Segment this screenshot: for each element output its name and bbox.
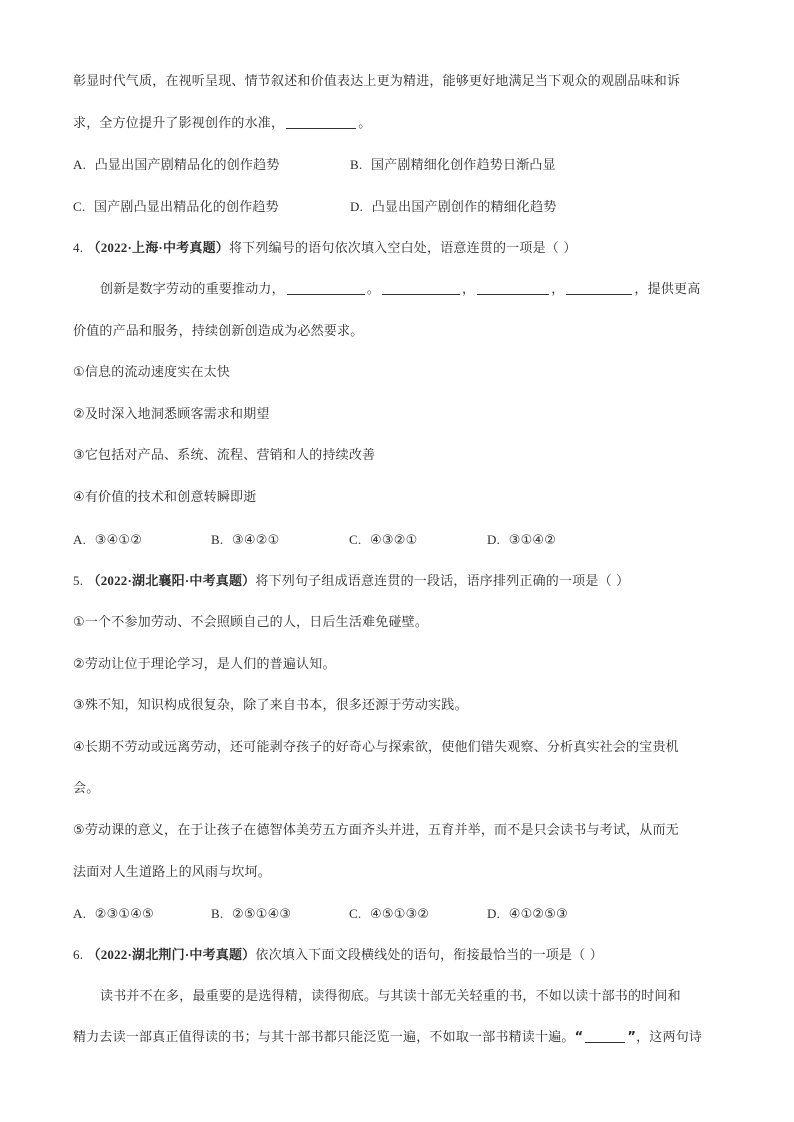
q5-item-5-line-1: ⑤劳动课的意义，在于让孩子在德智体美劳五方面齐头并进，五育并举，而不是只会读书与考试，从而无 [73, 823, 679, 838]
q3-option-b[interactable]: B. 国产剧精细化创作趋势日渐凸显 [350, 157, 556, 173]
answer-blank[interactable] [286, 115, 356, 129]
q6-paragraph-line-1: 读书并不在多，最重要的是选得精，读得彻底。与其读十部无关轻重的书，不如以读十部书的时间和 [100, 989, 681, 1004]
q4-item-1: ①信息的流动速度实在太快 [73, 365, 231, 380]
q5-item-2: ②劳动让位于理论学习，是人们的普遍认知。 [73, 657, 336, 672]
q5-option-b[interactable]: B. ②⑤①④③ [211, 906, 292, 922]
intro-text-2: 求，全方位提升了影视创作的水准， [73, 116, 285, 131]
intro-text-1: 彰显时代气质，在视听呈现、情节叙述和价值表达上更为精进，能够更好地满足当下观众的观剧品味和诉 [73, 74, 681, 89]
q4-item-3: ③它包括对产品、系统、流程、营销和人的持续改善 [73, 448, 376, 463]
q5-item-4-line-1: ④长期不劳动或远离劳动，还可能剥夺孩子的好奇心与探索欲，使他们错失观察、分析真实社会的宝贵机 [73, 740, 679, 755]
q4-blank-2[interactable] [382, 281, 460, 295]
q4-source: （2022·上海·中考真题） [87, 240, 229, 255]
q5-stem: 将下列句子组成语意连贯的一段话，语序排列正确的一项是（ ） [255, 574, 630, 589]
q4-blank-1[interactable] [287, 281, 365, 295]
q6-header [73, 945, 734, 966]
q4-blank-3[interactable] [477, 281, 549, 295]
q6-paragraph-line-2: 精力去读一部真正值得读的书；与其十部书都只能泛览一遍，不如取一部书精读十遍。“ ”，这两句诗 [73, 1030, 703, 1045]
q5-option-a[interactable]: A. ②③①④⑤ [73, 906, 154, 922]
q3-option-d[interactable]: D. 凸显出国产剧创作的精细化趋势 [350, 199, 557, 215]
intro-text-2-end: 。 [358, 116, 372, 131]
q4-paragraph-line-2: 价值的产品和服务，持续创新创造成为必然要求。 [73, 324, 364, 339]
q6-blank[interactable] [585, 1029, 625, 1043]
q5-option-d[interactable]: D. ④①②⑤③ [487, 906, 568, 922]
q4-blank-4[interactable] [566, 281, 632, 295]
q5-option-c[interactable]: C. ④⑤①③② [349, 906, 430, 922]
q4-header [73, 238, 734, 259]
q3-option-a[interactable]: A. 凸显出国产剧精品化的创作趋势 [73, 157, 280, 173]
q5-item-4-line-2: 会。 [73, 781, 100, 796]
q4-stem: 将下列编号的语句依次填入空白处，语意连贯的一项是（ ） [228, 241, 577, 256]
q6-source: （2022·湖北荆门·中考真题） [87, 947, 256, 962]
q4-item-2: ②及时深入地洞悉顾客需求和期望 [73, 407, 270, 422]
q5-item-3: ③殊不知，知识构成很复杂，除了来自书本，很多还源于劳动实践。 [73, 698, 468, 713]
q3-option-c[interactable]: C. 国产剧凸显出精品化的创作趋势 [73, 199, 279, 215]
q4-option-a[interactable]: A. ③④①② [73, 532, 143, 548]
intro-line-2 [73, 114, 734, 134]
q5-item-1: ①一个不参加劳动、不会照顾自己的人，日后生活难免碰壁。 [73, 615, 429, 630]
q6-number: 6. [73, 947, 84, 962]
q4-option-d[interactable]: D. ③①④② [487, 532, 557, 548]
q4-option-c[interactable]: C. ④③②① [349, 532, 418, 548]
q4-number: 4. [73, 240, 84, 255]
q4-item-4: ④有价值的技术和创意转瞬即逝 [73, 490, 257, 505]
q4-paragraph-line-1: 创新是数字劳动的重要推动力， 。 ， ， ，提供更高 [100, 282, 701, 297]
intro-line-1 [73, 72, 734, 92]
q5-item-5-line-2: 法面对人生道路上的风雨与坎坷。 [73, 865, 272, 880]
q6-stem: 依次填入下面文段横线处的语句，衔接最恰当的一项是（ ） [255, 948, 603, 963]
q4-option-b[interactable]: B. ③④②① [211, 532, 280, 548]
q5-source: （2022·湖北襄阳·中考真题） [87, 573, 256, 588]
q5-header [73, 571, 734, 592]
q5-number: 5. [73, 573, 84, 588]
